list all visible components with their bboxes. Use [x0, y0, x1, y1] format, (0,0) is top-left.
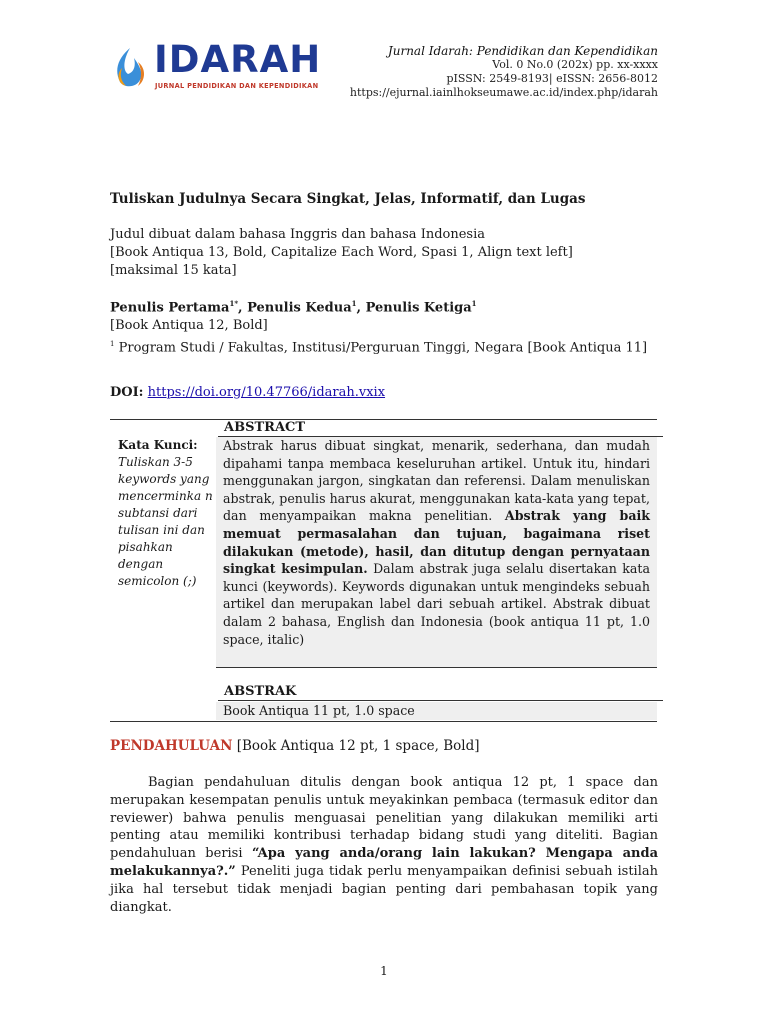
abstract-text: Abstrak harus dibuat singkat, menarik, sederhana, dan mudah dipahami tanpa membaca keseluruhan artikel. Untuk itu, hindari menggunakan jargon, singkatan dan referensi. Dalam menuliskan abstrak, penulis harus akurat, menggunakan kata-kata yang tepat, dan menyampaikan makna penelitian. [223, 438, 650, 524]
author-name: Penulis Kedua [247, 300, 352, 316]
journal-volume: Vol. 0 No.0 (202x) pp. xx-xxxx [492, 58, 658, 71]
title-desc-line: [maksimal 15 kata] [110, 263, 237, 278]
doi-line [110, 384, 655, 402]
paragraph-text: Peneliti juga tidak perlu menyampaikan definisi sebuah istilah jika hal tersebut tidak menjadi bagian penting dari pembahasan topik yang diangkat. [110, 863, 658, 915]
journal-url[interactable]: https://ejurnal.iainlhokseumawe.ac.id/index.php/idarah [349, 86, 658, 99]
author-sup: 1* [229, 299, 239, 308]
author-name: Penulis Ketiga [365, 300, 472, 316]
paragraph-text: Bagian pendahuluan ditulis dengan book antiqua 12 pt, 1 space dan merupakan kesempatan penulis untuk meyakinkan pembaca (termasuk editor dan reviewer) bahwa penulis menguasai penelitian yang dilakukan memiliki arti penting atau memiliki kontribusi terhadap bidang studi yang diteliti. Bagian pendahuluan berisi [110, 775, 658, 862]
author-format: [Book Antiqua 12, Bold] [110, 318, 268, 334]
affiliation-text: Program Studi / Fakultas, Institusi/Perguruan Tinggi, Negara [Book Antiqua 11] [118, 340, 648, 356]
abstract-body [216, 437, 657, 668]
keywords-column [118, 437, 213, 590]
journal-header-info [338, 44, 658, 100]
logo-wordmark: IDARAH [154, 38, 322, 81]
journal-logo [108, 38, 338, 94]
abstract-text: Dalam abstrak juga selalu disertakan kata kunci (keywords). Keywords digunakan untuk mengindeks sebuah artikel dan merupakan label dari sebuah artikel. Abstrak dibuat dalam 2 bahasa, English dan Indonesia (book antiqua 11 pt, 1.0 space, italic) [223, 561, 650, 647]
table-rule [110, 721, 657, 722]
title-desc-line: [Book Antiqua 13, Bold, Capitalize Each Word, Spasi 1, Align text left] [110, 245, 573, 260]
abstract-bold-text: Abstrak yang baik memuat permasalahan dan tujuan, bagaimana riset dilakukan (metode), hasil, dan ditutup dengan pernyataan singkat kesimpulan. [223, 508, 650, 577]
journal-issn: pISSN: 2549-8193| eISSN: 2656-8012 [446, 72, 658, 85]
abstrak-body: Book Antiqua 11 pt, 1.0 space [216, 702, 657, 720]
article-title: Tuliskan Judulnya Secara Singkat, Jelas, Informatif, dan Lugas [110, 191, 586, 207]
abstract-heading: ABSTRACT [218, 419, 663, 437]
section-paragraph [110, 774, 658, 916]
paragraph-bold-text: “Apa yang anda/orang lain lakukan? Mengapa anda melakukannya?.” [110, 846, 658, 879]
abstrak-heading: ABSTRAK [218, 683, 663, 701]
journal-title: Jurnal Idarah: Pendidikan dan Kependidikan [387, 44, 658, 58]
author-list: Penulis Pertama$^{1*}$, Penulis Kedua$^1$, Penulis Ketiga$^1$ [110, 299, 477, 316]
section-heading [110, 738, 480, 754]
page-number: 1 [380, 964, 388, 978]
author-affiliation [110, 335, 655, 357]
section-format: [Book Antiqua 12 pt, 1 space, Bold] [236, 738, 480, 754]
author-name: Penulis Pertama [110, 300, 230, 316]
title-desc-line: Judul dibuat dalam bahasa Inggris dan bahasa Indonesia [110, 227, 485, 242]
logo-subtitle: JURNAL PENDIDIKAN DAN KEPENDIDIKAN [155, 82, 319, 90]
keywords-label: Kata Kunci: [118, 438, 198, 452]
author-sup: 1 [351, 299, 357, 308]
flame-logo-icon [108, 44, 152, 90]
keywords-text: Tuliskan 3-5 keywords yang mencerminka n subtansi dari tulisan ini dan pisahkan dengan semicolon (;) [118, 455, 213, 588]
title-instructions [110, 226, 655, 280]
doi-link[interactable]: https://doi.org/10.47766/idarah.vxix [147, 385, 386, 400]
authors-block [110, 295, 655, 358]
author-sup: 1 [471, 299, 477, 308]
affiliation-sup: 1 [110, 340, 115, 349]
doi-label: DOI: [110, 385, 144, 400]
section-title: PENDAHULUAN [110, 738, 233, 754]
